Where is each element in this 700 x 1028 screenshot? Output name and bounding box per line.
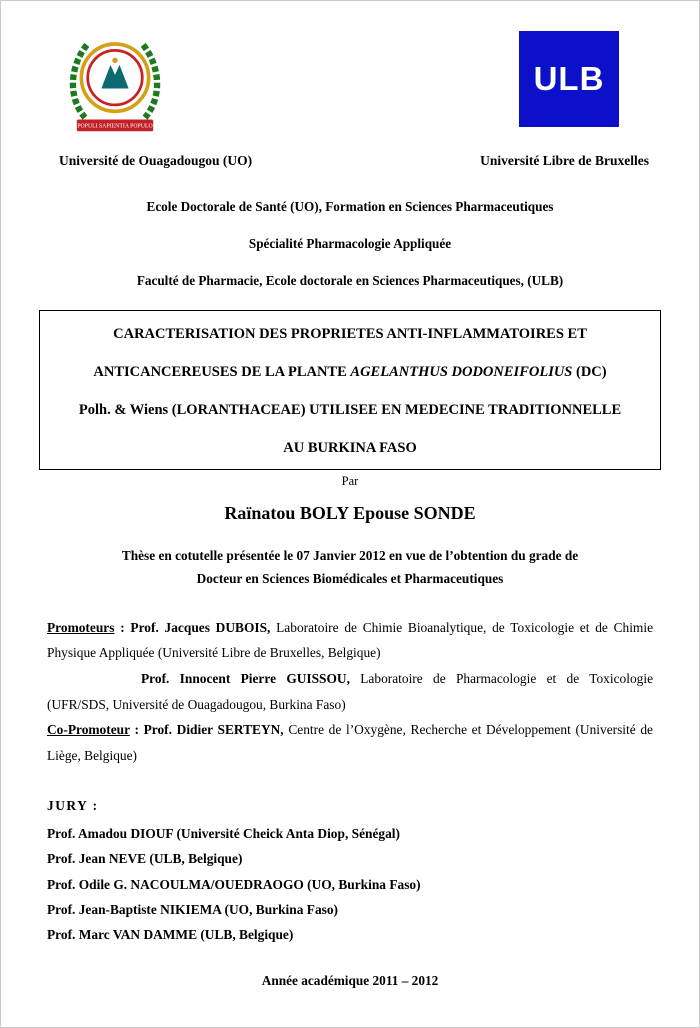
par-label: Par — [341, 474, 359, 488]
doctoral-school-block — [47, 199, 653, 289]
thesis-title-line-4: AU BURKINA FASO — [283, 440, 417, 456]
jury-block — [47, 793, 653, 947]
university-names-row — [47, 153, 653, 169]
co-promoter-name: Prof. Didier SERTEYN, — [143, 722, 284, 738]
thesis-title-line-1: CARACTERISATION DES PROPRIETES ANTI-INFLAMMATOIRES ET — [113, 326, 587, 342]
jury-member: Prof. Jean NEVE (ULB, Belgique) — [47, 851, 243, 867]
ulb-university-logo — [519, 31, 619, 127]
doctoral-school-line-3: Faculté de Pharmacie, Ecole doctorale en Sciences Pharmaceutiques, (ULB) — [136, 273, 564, 288]
thesis-presentation-line-1: Thèse en cotutelle présentée le 07 Janvier 2012 en vue de l’obtention du grade de — [121, 548, 579, 563]
co-promoter-paragraph — [47, 717, 653, 768]
title-line-2-post: (DC) — [572, 364, 607, 380]
promoters-label: Promoteurs — [47, 619, 115, 635]
jury-member: Prof. Marc VAN DAMME (ULB, Belgique) — [47, 926, 294, 942]
jury-member: Prof. Amadou DIOUF (Université Cheick Anta Diop, Sénégal) — [47, 826, 400, 842]
uo-university-name: Université de Ouagadougou (UO) — [59, 153, 253, 168]
co-promoter-affiliation: Centre de l’Oxygène, Recherche et Développement (Université de Liège, Belgique) — [47, 722, 653, 764]
author-name: Raïnatou BOLY Epouse SONDE — [224, 503, 476, 523]
thesis-title-box — [39, 310, 661, 470]
logos-row — [47, 29, 653, 141]
promoter-1-name: Prof. Jacques DUBOIS, — [130, 619, 271, 635]
promoter-2-affiliation: Laboratoire de Pharmacologie et de Toxicologie (UFR/SDS, Université de Ouagadougou, Burkina Faso) — [47, 671, 654, 712]
uo-logo-emblem — [65, 29, 165, 139]
promoter-1-paragraph — [47, 615, 653, 666]
co-promoter-separator: : — [129, 722, 144, 738]
doctoral-school-line-1: Ecole Doctorale de Santé (UO), Formation en Sciences Pharmaceutiques — [146, 199, 554, 214]
promoter-1-affiliation: Laboratoire de Chimie Bioanalytique, de Toxicologie et de Chimie Physique Appliquée (Université Libre de Bruxelles, Belgique) — [47, 619, 654, 661]
thesis-presentation-block — [47, 544, 653, 591]
doctoral-school-line-2: Spécialité Pharmacologie Appliquée — [248, 236, 452, 251]
ulb-logo-text: ULB — [533, 60, 605, 97]
thesis-title-line-3: Polh. & Wiens (LORANTHACEAE) UTILISEE EN MEDECINE TRADITIONNELLE — [78, 402, 622, 418]
promoter-2-name: Prof. Innocent Pierre GUISSOU, — [141, 671, 350, 686]
jury-heading: JURY : — [47, 797, 99, 813]
jury-member: Prof. Odile G. NACOULMA/OUEDRAOGO (UO, Burkina Faso) — [47, 876, 421, 892]
co-promoter-label: Co-Promoteur — [47, 722, 130, 738]
ulb-university-name: Université Libre de Bruxelles — [480, 153, 649, 168]
promoters-separator: : — [114, 619, 131, 635]
thesis-presentation-line-2: Docteur en Sciences Biomédicales et Pharmaceutiques — [196, 571, 504, 587]
plant-latin-name: AGELANTHUS DODONEIFOLIUS — [350, 364, 573, 380]
uo-motto-text: POPULI SAPIENTIA POPULO — [77, 123, 153, 130]
academic-year: Année académique 2011 – 2012 — [261, 973, 439, 989]
promoter-2-paragraph — [47, 666, 653, 717]
title-line-2-pre: ANTICANCEREUSES DE LA PLANTE — [93, 364, 351, 380]
thesis-title-line-2 — [48, 364, 652, 381]
promoters-block — [47, 615, 653, 769]
jury-member: Prof. Jean-Baptiste NIKIEMA (UO, Burkina Faso) — [47, 901, 339, 917]
uo-university-logo — [65, 29, 165, 139]
